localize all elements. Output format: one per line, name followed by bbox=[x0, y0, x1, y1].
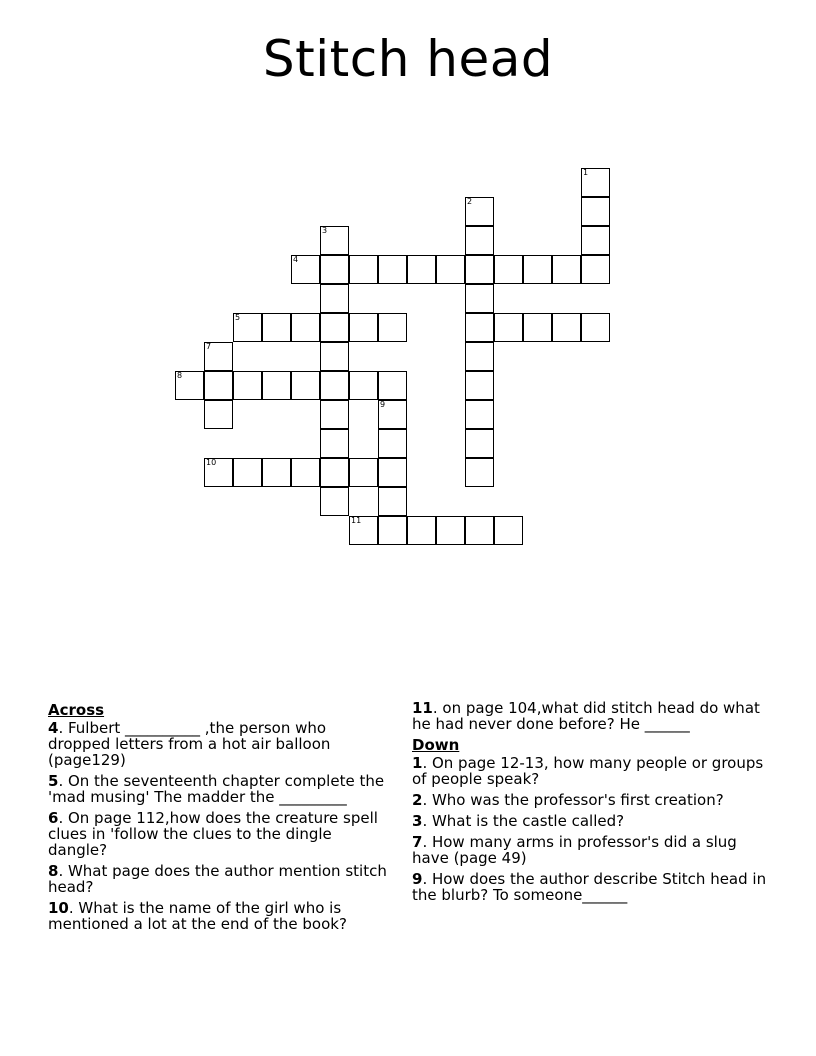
grid-cell[interactable] bbox=[552, 255, 581, 284]
grid-cell[interactable] bbox=[378, 458, 407, 487]
clue-across-8 bbox=[48, 863, 393, 895]
clue-down-2 bbox=[412, 792, 772, 808]
grid-cell[interactable] bbox=[233, 458, 262, 487]
clue-down-9 bbox=[412, 871, 772, 903]
grid-cell[interactable] bbox=[378, 516, 407, 545]
cell-number: 1 bbox=[583, 168, 589, 177]
grid-cell[interactable] bbox=[349, 371, 378, 400]
grid-cell[interactable] bbox=[291, 313, 320, 342]
grid-cell[interactable] bbox=[320, 458, 349, 487]
grid-cell[interactable] bbox=[262, 313, 291, 342]
grid-cell[interactable] bbox=[378, 313, 407, 342]
clue-text: . Who was the professor's first creation? bbox=[422, 791, 724, 809]
grid-cell[interactable] bbox=[465, 284, 494, 313]
grid-cell[interactable] bbox=[320, 284, 349, 313]
grid-cell[interactable] bbox=[581, 313, 610, 342]
across-heading: Across bbox=[48, 701, 105, 719]
grid-cell[interactable] bbox=[581, 168, 610, 197]
cell-number: 4 bbox=[293, 255, 299, 264]
clue-text: . What is the name of the girl who is mentioned a lot at the end of the book? bbox=[48, 899, 347, 933]
clue-text: . What page does the author mention stitch head? bbox=[48, 862, 387, 896]
clue-number: 3 bbox=[412, 812, 423, 830]
grid-cell[interactable] bbox=[233, 371, 262, 400]
cell-number: 10 bbox=[206, 458, 217, 467]
grid-cell[interactable] bbox=[465, 516, 494, 545]
grid-cell[interactable] bbox=[378, 429, 407, 458]
grid-cell[interactable] bbox=[262, 371, 291, 400]
grid-cell[interactable] bbox=[523, 313, 552, 342]
clue-number: 6 bbox=[48, 809, 59, 827]
grid-cell[interactable] bbox=[175, 371, 204, 400]
grid-cell[interactable] bbox=[465, 429, 494, 458]
grid-cell[interactable] bbox=[233, 313, 262, 342]
grid-cell[interactable] bbox=[349, 313, 378, 342]
grid-cell[interactable] bbox=[523, 255, 552, 284]
cell-number: 3 bbox=[322, 226, 328, 235]
clue-number: 1 bbox=[412, 754, 423, 772]
clue-number: 9 bbox=[412, 870, 423, 888]
clue-down-7 bbox=[412, 834, 772, 866]
grid-cell[interactable] bbox=[320, 371, 349, 400]
cell-number: 9 bbox=[380, 400, 386, 409]
clue-number: 2 bbox=[412, 791, 423, 809]
grid-cell[interactable] bbox=[320, 255, 349, 284]
clue-down-1 bbox=[412, 755, 772, 787]
grid-cell[interactable] bbox=[320, 429, 349, 458]
grid-cell[interactable] bbox=[465, 458, 494, 487]
clue-across-6 bbox=[48, 810, 393, 858]
grid-cell[interactable] bbox=[465, 400, 494, 429]
clues-left-column bbox=[48, 700, 393, 937]
grid-cell[interactable] bbox=[465, 226, 494, 255]
grid-cell[interactable] bbox=[349, 255, 378, 284]
clue-text: . On page 12-13, how many people or groups of people speak? bbox=[412, 754, 764, 788]
grid-cell[interactable] bbox=[436, 516, 465, 545]
grid-cell[interactable] bbox=[204, 458, 233, 487]
clue-text: . On the seventeenth chapter complete the 'mad musing' The madder the _________ bbox=[48, 772, 385, 806]
clue-text: . on page 104,what did stitch head do what he had never done before? He ______ bbox=[412, 699, 760, 733]
clue-number: 11 bbox=[412, 699, 433, 717]
cell-number: 5 bbox=[235, 313, 241, 322]
grid-cell[interactable] bbox=[465, 342, 494, 371]
grid-cell[interactable] bbox=[204, 342, 233, 371]
grid-cell[interactable] bbox=[320, 342, 349, 371]
grid-cell[interactable] bbox=[581, 197, 610, 226]
cell-number: 8 bbox=[177, 371, 183, 380]
down-heading: Down bbox=[412, 736, 460, 754]
page-title: Stitch head bbox=[262, 30, 554, 88]
grid-cell[interactable] bbox=[407, 516, 436, 545]
clue-text: . What is the castle called? bbox=[422, 812, 625, 830]
grid-cell[interactable] bbox=[320, 400, 349, 429]
grid-cell[interactable] bbox=[465, 313, 494, 342]
grid-cell[interactable] bbox=[204, 400, 233, 429]
cell-number: 7 bbox=[206, 342, 212, 351]
clue-down-3 bbox=[412, 813, 772, 829]
grid-cell[interactable] bbox=[378, 255, 407, 284]
grid-cell[interactable] bbox=[378, 487, 407, 516]
grid-cell[interactable] bbox=[349, 458, 378, 487]
grid-cell[interactable] bbox=[494, 255, 523, 284]
grid-cell[interactable] bbox=[204, 371, 233, 400]
grid-cell[interactable] bbox=[378, 400, 407, 429]
clue-across-10 bbox=[48, 900, 393, 932]
grid-cell[interactable] bbox=[378, 371, 407, 400]
clue-number: 7 bbox=[412, 833, 423, 851]
grid-cell[interactable] bbox=[320, 487, 349, 516]
clue-text: . How many arms in professor's did a slug have (page 49) bbox=[412, 833, 737, 867]
grid-cell[interactable] bbox=[465, 371, 494, 400]
grid-cell[interactable] bbox=[291, 371, 320, 400]
grid-cell[interactable] bbox=[494, 516, 523, 545]
grid-cell[interactable] bbox=[320, 226, 349, 255]
grid-cell[interactable] bbox=[349, 516, 378, 545]
grid-cell[interactable] bbox=[552, 313, 581, 342]
clue-number: 8 bbox=[48, 862, 59, 880]
clue-text: . On page 112,how does the creature spell clues in 'follow the clues to the dingle dangle? bbox=[48, 809, 378, 859]
grid-cell[interactable] bbox=[262, 458, 291, 487]
grid-cell[interactable] bbox=[291, 458, 320, 487]
grid-cell[interactable] bbox=[407, 255, 436, 284]
clue-number: 4 bbox=[48, 719, 59, 737]
clue-number: 10 bbox=[48, 899, 69, 917]
grid-cell[interactable] bbox=[494, 313, 523, 342]
grid-cell[interactable] bbox=[465, 197, 494, 226]
grid-cell[interactable] bbox=[581, 226, 610, 255]
clue-across-4 bbox=[48, 720, 393, 768]
grid-cell[interactable] bbox=[465, 255, 494, 284]
clues-right-column bbox=[412, 700, 772, 908]
grid-cell[interactable] bbox=[581, 255, 610, 284]
clue-across-5 bbox=[48, 773, 393, 805]
clue-across-11 bbox=[412, 700, 772, 732]
grid-cell[interactable] bbox=[320, 313, 349, 342]
clue-text: . Fulbert __________ ,the person who dropped letters from a hot air balloon (page129) bbox=[48, 719, 331, 769]
cell-number: 2 bbox=[467, 197, 473, 206]
grid-cell[interactable] bbox=[436, 255, 465, 284]
clue-text: . How does the author describe Stitch head in the blurb? To someone______ bbox=[412, 870, 767, 904]
grid-cell[interactable] bbox=[291, 255, 320, 284]
cell-number: 11 bbox=[351, 516, 362, 525]
clue-number: 5 bbox=[48, 772, 59, 790]
